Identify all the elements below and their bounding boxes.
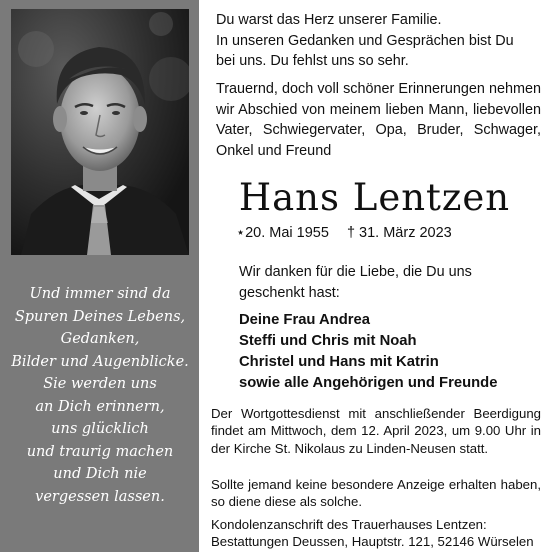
poem	[2, 283, 198, 508]
poem-line: Gedanken,	[60, 331, 140, 347]
poem-line: und traurig machen	[26, 443, 174, 460]
poem-line: vergessen lassen.	[35, 488, 165, 505]
deceased-name: Hans Lentzen	[238, 176, 511, 219]
poem-line: Bilder und Augenblicke.	[11, 353, 189, 370]
notice-text: Sollte jemand keine besondere Anzeige erhalten haben, so diene diese als solche.	[211, 477, 541, 510]
obituary-text-panel	[199, 0, 550, 552]
mourner-line: Deine Frau Andrea	[239, 312, 371, 328]
quote-line: In unseren Gedanken und Gesprächen bist Du	[216, 32, 514, 49]
mourner-line: Steffi und Chris mit Noah	[239, 333, 417, 349]
poem-line: Sie werden uns	[43, 376, 157, 392]
poem-line: Und immer sind da	[29, 286, 171, 302]
left-panel	[0, 0, 199, 552]
life-dates	[236, 223, 466, 244]
death-date: † 31. März 2023	[346, 225, 452, 241]
mourners-list	[239, 310, 539, 394]
birth-date: ⋆20. Mai 1955	[236, 225, 329, 241]
address-line: Bestattungen Deussen, Hauptstr. 121, 52146 Würselen	[211, 534, 534, 550]
quote-line: Du warst das Herz unserer Familie.	[216, 12, 442, 28]
thanks-line: geschenkt hast:	[239, 284, 340, 301]
quote-line: bei uns. Du fehlst uns so sehr.	[216, 53, 409, 70]
address-line: Kondolenzanschrift des Trauerhauses Lentzen:	[211, 517, 487, 532]
condolence-address	[211, 516, 541, 551]
portrait-photo	[11, 9, 189, 255]
opening-quote	[216, 10, 541, 72]
poem-line: Spuren Deines Lebens,	[14, 308, 186, 325]
mourner-line: Christel und Hans mit Katrin	[239, 354, 439, 370]
mourner-line: sowie alle Angehörigen und Freunde	[239, 375, 498, 391]
poem-line: und Dich nie	[53, 466, 147, 482]
thanks-text	[239, 262, 539, 303]
poem-line: uns glücklich	[51, 421, 149, 437]
thanks-line: Wir danken für die Liebe, die Du uns	[239, 264, 472, 280]
farewell-intro: Trauernd, doch voll schöner Erinnerungen nehmen wir Abschied von meinem lieben Mann, liebevollen Vater, Schwiegervater, Opa, Bruder, Schwager, Onkel und Freund	[216, 81, 541, 160]
service-info: Der Wortgottesdienst mit anschließender Beerdigung findet am Mittwoch, dem 12. April 2023, um 9.00 Uhr in der Kirche St. Nikolaus zu Linden-Neusen statt.	[211, 406, 541, 456]
portrait-image	[11, 9, 189, 255]
poem-line: an Dich erinnern,	[35, 398, 165, 415]
